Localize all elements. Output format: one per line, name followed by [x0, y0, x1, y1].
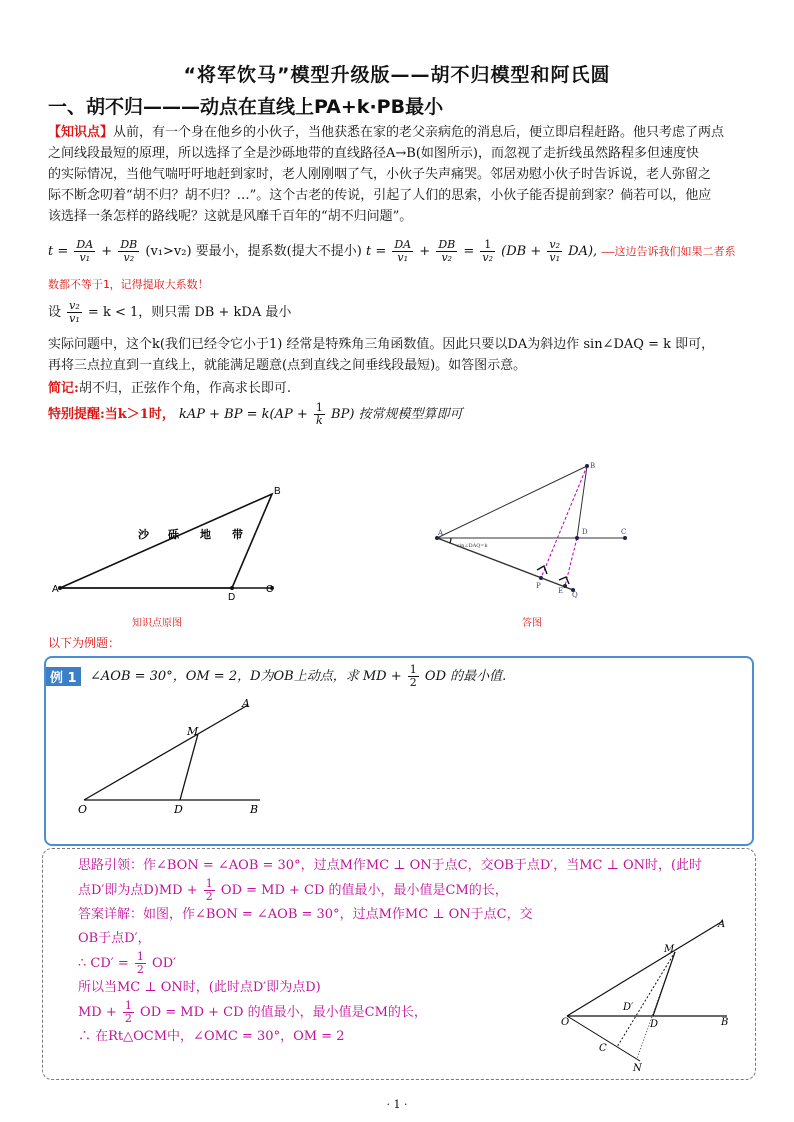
sand-4: 带 — [232, 528, 243, 541]
practical-paragraph: 实际问题中，这个k(我们已经令它小于1) 经常是特殊角三角函数值。因此只要以DA为斜边作 sin∠DAQ = k 即可， 再将三点拉直到一直线上，就能满足题意(点到直线之间垂线段最短)。如答图示意。 — [48, 337, 715, 373]
knowledge-paragraph — [48, 122, 754, 227]
label-o: O — [561, 1017, 570, 1028]
formula-note: ——这边告诉我们如果二者系 — [601, 245, 736, 258]
example-figure — [70, 695, 270, 820]
label-m: M — [187, 725, 199, 738]
label-a: A — [52, 584, 59, 595]
sand-1: 沙 — [138, 528, 149, 541]
section-heading: 一、胡不归———动点在直线上PA+k·PB最小 — [48, 96, 444, 118]
label-d: D — [228, 592, 236, 603]
solution-figure — [555, 915, 745, 1075]
label-c: C — [266, 584, 274, 595]
ray-on — [567, 1016, 640, 1061]
line-bp — [541, 466, 587, 578]
knowledge-line-2: 之间线段最短的原理，所以选择了全是沙砾地带的直线路径A→B(如图所示)，而忽视了走折线虽然路程多但速度快 — [48, 146, 699, 161]
label-a: A — [718, 919, 726, 930]
formula-line: t = $\frac{DA}{\text{v₁}}$ + $\frac{DB}{\text{v₂}}$ (v₁>v₂) 要最小，提系数(提大不提小) t = $\frac{DA}{\text{v₁}}$ + $\frac{DB}{\text{v₂}}$ = $\frac{1}{\text{v₂}}$ (DB + $\frac{\text{v₂}}{\text{v₁}}$ DA), ——这边告诉我们如果二者系 — [48, 238, 736, 264]
example-tag: 例 1 — [46, 667, 81, 686]
point-e — [563, 584, 567, 588]
label-d: D — [650, 1019, 659, 1030]
answer-figure — [425, 460, 645, 600]
example-question: ∠AOB = 30°，OM = 2，D为OB上动点，求 MD + $\frac{1}{2}$ OD 的最小值. — [90, 663, 507, 689]
triangle-abd — [60, 494, 272, 588]
knowledge-figure — [40, 480, 300, 610]
answer-line-5: MD + $\frac{1}{2}$ OD = MD + CD 的值最小，最小值是CM的长， — [78, 999, 427, 1025]
special-note: 特别提醒:当k＞1时， kAP + BP = k(AP + $\frac{1}{k}$ BP) 按常规模型算即可 — [48, 401, 463, 427]
line-ab — [437, 466, 587, 538]
knowledge-line-4: 际不断念叨着“胡不归？胡不归？…”。这个古老的传说，引起了人们的思索，小伙子能否提前到家？倘若可以，他应 — [48, 188, 712, 203]
label-b: B — [250, 803, 259, 816]
label-c: C — [621, 528, 627, 536]
right-angle-p — [537, 566, 547, 574]
label-c: C — [599, 1043, 607, 1054]
page-number: · 1 · — [386, 1098, 408, 1111]
label-b: B — [274, 486, 281, 497]
let-line: 设 $\frac{\text{v₂}}{\text{v₁}}$ = k < 1，则只需 DB + kDA 最小 — [48, 299, 292, 325]
label-b: B — [590, 462, 596, 470]
point-d — [575, 536, 579, 540]
label-a: A — [242, 697, 250, 710]
label-m: M — [664, 944, 675, 955]
point-d — [230, 586, 234, 590]
knowledge-label: 【知识点】 — [48, 125, 114, 140]
answer-line-3: ∴ CD′ = $\frac{1}{2}$ OD′ — [78, 950, 177, 976]
label-o: O — [78, 803, 88, 816]
answer-line-4: 所以当MC ⊥ ON时，(此时点D′即为点D) — [78, 980, 321, 995]
knowledge-figure-caption: 知识点原图 — [132, 618, 182, 629]
label-p: P — [536, 582, 541, 590]
segment-mc — [617, 952, 675, 1047]
sand-3: 地 — [200, 528, 211, 541]
angle-arc — [450, 538, 451, 543]
brief-note: 简记:胡不归，正弦作个角，作高求长即可. — [48, 381, 291, 396]
segment-md — [180, 734, 198, 800]
knowledge-line-5: 该选择一条怎样的路线呢？这就是风靡千百年的“胡不归问题”。 — [48, 209, 413, 224]
examples-intro: 以下为例题： — [48, 636, 121, 650]
answer-line-6: ∴ 在Rt△OCM中，∠OMC = 30°，OM = 2 — [78, 1029, 345, 1044]
hint-line-1: 思路引领：作∠BON = ∠AOB = 30°，过点M作MC ⊥ ON于点C，交OB于点D′，当MC ⊥ ON时，(此时 — [78, 858, 703, 873]
label-a: A — [438, 529, 444, 537]
point-b — [585, 464, 589, 468]
knowledge-line-1: 【知识点】从前，有一个身在他乡的小伙子，当他获悉在家的老父亲病危的消息后，便立即启程赶路。他只考虑了两点 — [48, 125, 725, 140]
ray-oa — [84, 705, 248, 800]
answer-line-1: 答案详解：如图，作∠BON = ∠AOB = 30°，过点M作MC ⊥ ON于点C，交 — [78, 907, 533, 922]
point-p — [539, 576, 543, 580]
angle-note: sin∠DAQ=k — [457, 543, 488, 549]
label-d: D — [174, 803, 183, 816]
formula-note-2: 数都不等于1，记得提取大系数！ — [48, 278, 209, 291]
label-q: Q — [572, 591, 578, 599]
label-b: B — [721, 1017, 729, 1028]
label-d-prime: D′ — [623, 1002, 634, 1013]
sand-2: 砾 — [168, 528, 179, 541]
ray-oa — [567, 919, 726, 1016]
point-c — [623, 536, 627, 540]
answer-figure-caption: 答图 — [522, 618, 542, 629]
answer-line-2: OB于点D′， — [78, 931, 151, 946]
label-n: N — [633, 1063, 642, 1074]
knowledge-line-3: 的实际情况，当他气喘吁吁地赶到家时，老人刚刚咽了气，小伙子失声痛哭。邻居劝慰小伙子时告诉说，老人弥留之 — [48, 167, 712, 182]
label-e: E — [558, 587, 564, 595]
page-title: “将军饮马”模型升级版——胡不归模型和阿氏圆 — [183, 64, 611, 86]
label-d: D — [582, 528, 588, 536]
hint-line-2: 点D′即为点D)MD + $\frac{1}{2}$ OD = MD + CD 的值最小，最小值是CM的长， — [78, 877, 508, 903]
